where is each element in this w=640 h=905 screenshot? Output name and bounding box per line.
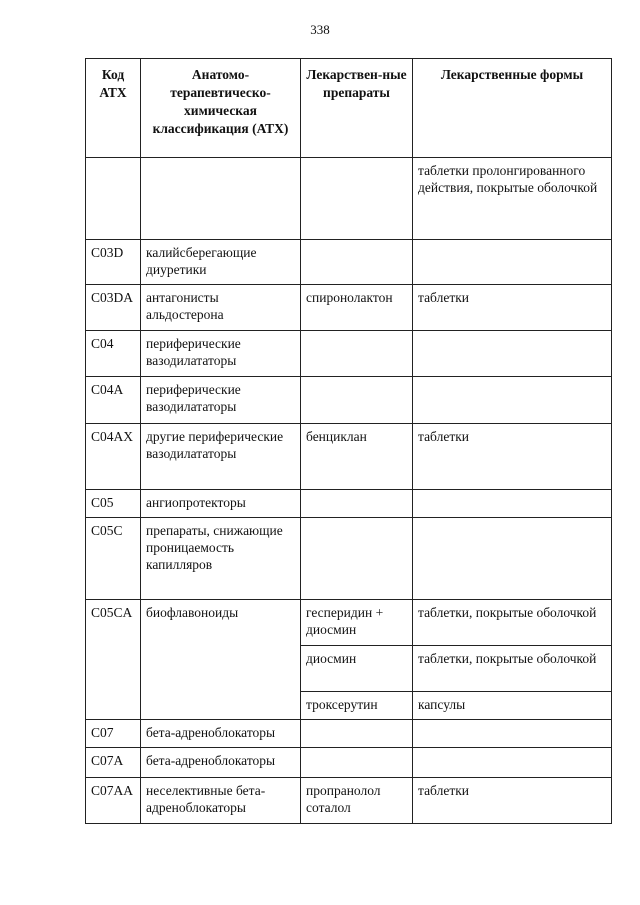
cell-drug xyxy=(301,720,413,748)
cell-name: бета-адреноблокаторы xyxy=(141,748,301,778)
cell-form: таблетки, покрытые оболочкой xyxy=(413,646,612,692)
cell-code: C03D xyxy=(86,240,141,285)
cell-drug: гесперидин + диосмин xyxy=(301,600,413,646)
cell-name: калийсберегающие диуретики xyxy=(141,240,301,285)
cell-form: таблетки xyxy=(413,778,612,824)
cell-code: C07AA xyxy=(86,778,141,824)
cell-drug xyxy=(301,240,413,285)
page-number: 338 xyxy=(310,22,330,37)
cell-drug xyxy=(301,331,413,377)
cell-code: C03DA xyxy=(86,285,141,331)
cell-code: C05C xyxy=(86,518,141,600)
cell-drug: бенциклан xyxy=(301,424,413,490)
cell-form xyxy=(413,331,612,377)
cell-name xyxy=(141,158,301,240)
cell-code: C07 xyxy=(86,720,141,748)
table-row xyxy=(86,240,612,285)
header-forms: Лекарственные формы xyxy=(413,59,612,158)
cell-drug xyxy=(301,748,413,778)
table-header-row xyxy=(86,59,612,158)
header-drugs: Лекарствен-ные препараты xyxy=(301,59,413,158)
cell-code xyxy=(86,158,141,240)
table-row xyxy=(86,600,612,646)
cell-code: C04 xyxy=(86,331,141,377)
table-row xyxy=(86,720,612,748)
cell-drug: спиронолактон xyxy=(301,285,413,331)
cell-name: биофлавоноиды xyxy=(141,600,301,720)
cell-name: периферические вазодилататоры xyxy=(141,377,301,424)
table-row xyxy=(86,748,612,778)
table-row xyxy=(86,158,612,240)
table-row xyxy=(86,490,612,518)
atx-table xyxy=(85,58,612,824)
cell-drug: диосмин xyxy=(301,646,413,692)
cell-drug xyxy=(301,490,413,518)
cell-name: препараты, снижающие проницаемость капилляров xyxy=(141,518,301,600)
cell-form xyxy=(413,490,612,518)
cell-name: периферические вазодилататоры xyxy=(141,331,301,377)
header-classification: Анатомо-терапевтическо-химическая классификация (АТХ) xyxy=(141,59,301,158)
cell-form xyxy=(413,377,612,424)
cell-drug xyxy=(301,518,413,600)
cell-code: C04A xyxy=(86,377,141,424)
cell-drug: пропранолол соталол xyxy=(301,778,413,824)
cell-code: C05CA xyxy=(86,600,141,720)
cell-drug xyxy=(301,377,413,424)
cell-code: C07A xyxy=(86,748,141,778)
cell-form: капсулы xyxy=(413,692,612,720)
cell-name: другие периферические вазодилататоры xyxy=(141,424,301,490)
cell-name: ангиопротекторы xyxy=(141,490,301,518)
table-row xyxy=(86,377,612,424)
cell-form: таблетки xyxy=(413,424,612,490)
cell-form xyxy=(413,748,612,778)
cell-form xyxy=(413,518,612,600)
cell-drug: троксерутин xyxy=(301,692,413,720)
table-row xyxy=(86,518,612,600)
cell-name: бета-адреноблокаторы xyxy=(141,720,301,748)
cell-form: таблетки пролонгированного действия, покрытые оболочкой xyxy=(413,158,612,240)
cell-form xyxy=(413,720,612,748)
cell-form: таблетки xyxy=(413,285,612,331)
table-row xyxy=(86,424,612,490)
cell-name: антагонисты альдостерона xyxy=(141,285,301,331)
table-row xyxy=(86,285,612,331)
cell-code: C04AX xyxy=(86,424,141,490)
table-row xyxy=(86,331,612,377)
cell-name: неселективные бета-адреноблокаторы xyxy=(141,778,301,824)
cell-form: таблетки, покрытые оболочкой xyxy=(413,600,612,646)
cell-drug xyxy=(301,158,413,240)
cell-form xyxy=(413,240,612,285)
header-code: Код АТХ xyxy=(86,59,141,158)
table-row xyxy=(86,778,612,824)
cell-code: C05 xyxy=(86,490,141,518)
